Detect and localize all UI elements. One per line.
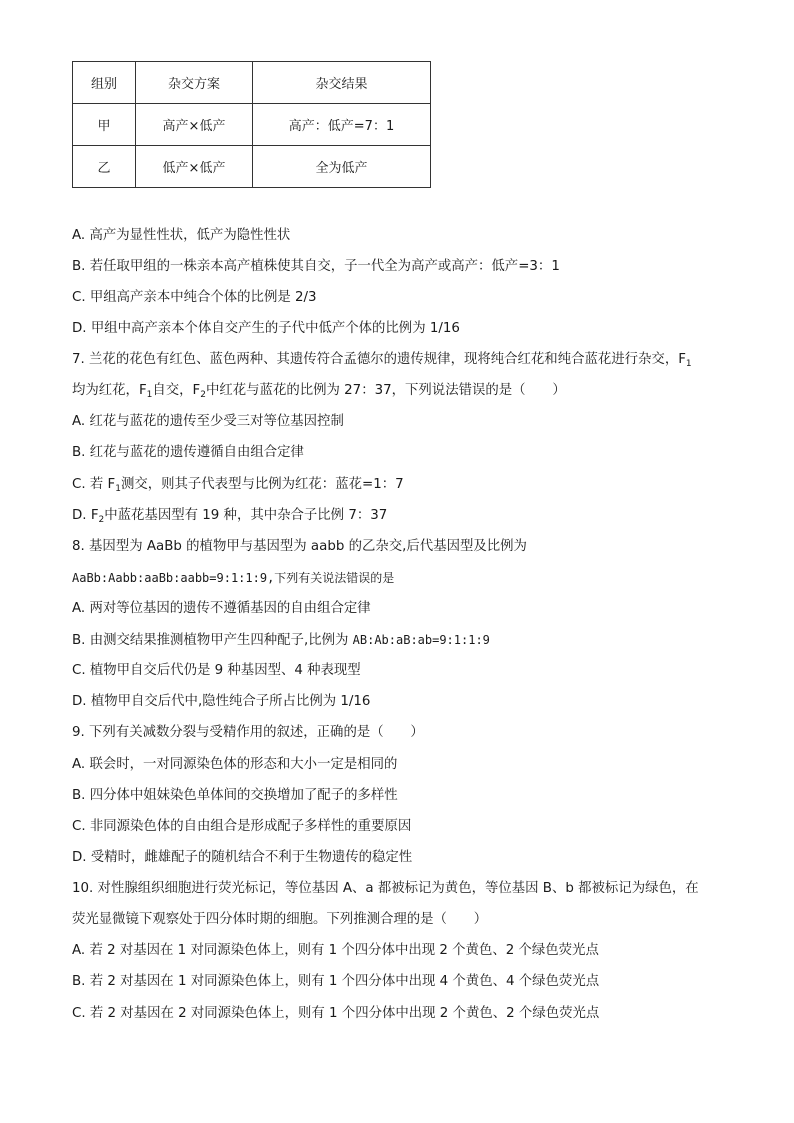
q9-option-a: A. 联会时，一对同源染色体的形态和大小一定是相同的 xyxy=(72,757,398,772)
q7-stem-line2 xyxy=(72,382,566,400)
q7-stem-text: 7. 兰花的花色有红色、蓝色两种、其遗传符合孟德尔的遗传规律，现将纯合红花和纯合蓝花进行杂交，F xyxy=(72,352,686,367)
table-cell: 高产×低产 xyxy=(136,104,253,146)
q8-option-text: B. 由测交结果推测植物甲产生四种配子,比例为 xyxy=(72,633,353,648)
q8-option-b xyxy=(72,631,490,650)
q7-option-text: 中蓝花基因型有 19 种，其中杂合子比例 7：37 xyxy=(104,508,388,523)
q7-stem-text: 均为红花，F xyxy=(72,383,147,398)
q8-option-d: D. 植物甲自交后代中,隐性纯合子所占比例为 1/16 xyxy=(72,694,371,709)
table-header-row xyxy=(73,62,431,104)
table-cell: 低产×低产 xyxy=(136,146,253,188)
table-row xyxy=(73,146,431,188)
q7-option-a: A. 红花与蓝花的遗传至少受三对等位基因控制 xyxy=(72,414,344,429)
q10-option-c: C. 若 2 对基因在 2 对同源染色体上，则有 1 个四分体中出现 2 个黄色、2 个绿色荧光点 xyxy=(72,1006,600,1021)
q6-option-d: D. 甲组中高产亲本个体自交产生的子代中低产个体的比例为 1/16 xyxy=(72,321,460,336)
q8-stem-line2: AaBb:Aabb:aaBb:aabb=9:1:1:9,下列有关说法错误的是 xyxy=(72,571,395,585)
q7-stem-text: 自交，F xyxy=(152,383,201,398)
table-cell: 甲 xyxy=(73,104,136,146)
q9-option-b: B. 四分体中姐妹染色单体间的交换增加了配子的多样性 xyxy=(72,788,398,803)
q9-stem: 9. 下列有关减数分裂与受精作用的叙述，正确的是（ ） xyxy=(72,725,424,740)
q6-option-b: B. 若任取甲组的一株亲本高产植株使其自交，子一代全为高产或高产：低产=3：1 xyxy=(72,259,560,274)
q7-option-d xyxy=(72,507,387,525)
subscript: 1 xyxy=(685,359,692,369)
subscript: 2 xyxy=(98,515,105,525)
table-row xyxy=(73,104,431,146)
q8-option-a: A. 两对等位基因的遗传不遵循基因的自由组合定律 xyxy=(72,601,371,616)
q7-option-b: B. 红花与蓝花的遗传遵循自由组合定律 xyxy=(72,445,304,460)
table-cell: 乙 xyxy=(73,146,136,188)
q7-option-c xyxy=(72,476,404,494)
table-cell: 高产：低产=7：1 xyxy=(253,104,431,146)
q10-option-b: B. 若 2 对基因在 1 对同源染色体上，则有 1 个四分体中出现 4 个黄色、4 个绿色荧光点 xyxy=(72,974,600,989)
q7-stem-line1 xyxy=(72,351,692,369)
q7-option-text: 测交，则其子代表型与比例为红花：蓝花=1：7 xyxy=(120,477,404,492)
table-header-cell: 杂交方案 xyxy=(136,62,253,104)
q10-stem-line2: 荧光显微镜下观察处于四分体时期的细胞。下列推测合理的是（ ） xyxy=(72,912,488,927)
q7-option-text: C. 若 F xyxy=(72,477,116,492)
table-header-cell: 杂交结果 xyxy=(253,62,431,104)
subscript: 1 xyxy=(115,484,121,494)
q10-stem-line1: 10. 对性腺组织细胞进行荧光标记，等位基因 A、a 都被标记为黄色，等位基因 B、b 都被标记为绿色，在 xyxy=(72,881,699,896)
q6-option-a: A. 高产为显性性状，低产为隐性性状 xyxy=(72,228,291,243)
table-cell: 全为低产 xyxy=(253,146,431,188)
subscript: 2 xyxy=(200,390,206,400)
q9-option-c: C. 非同源染色体的自由组合是形成配子多样性的重要原因 xyxy=(72,819,412,834)
q8-ratio-text: AB:Ab:aB:ab=9:1:1:9 xyxy=(352,633,490,647)
q9-option-d: D. 受精时，雌雄配子的随机结合不利于生物遗传的稳定性 xyxy=(72,850,413,865)
subscript: 1 xyxy=(146,390,153,400)
cross-results-table xyxy=(72,61,431,188)
q7-option-text: D. F xyxy=(72,508,99,523)
q6-option-c: C. 甲组高产亲本中纯合个体的比例是 2/3 xyxy=(72,290,317,305)
table-header-cell: 组别 xyxy=(73,62,136,104)
q10-option-a: A. 若 2 对基因在 1 对同源染色体上，则有 1 个四分体中出现 2 个黄色、2 个绿色荧光点 xyxy=(72,943,599,958)
q8-option-c: C. 植物甲自交后代仍是 9 种基因型、4 种表现型 xyxy=(72,663,361,678)
q8-stem-line1: 8. 基因型为 AaBb 的植物甲与基因型为 aabb 的乙杂交,后代基因型及比例为 xyxy=(72,539,527,554)
q7-stem-text: 中红花与蓝花的比例为 27：37，下列说法错误的是（ ） xyxy=(206,383,566,398)
